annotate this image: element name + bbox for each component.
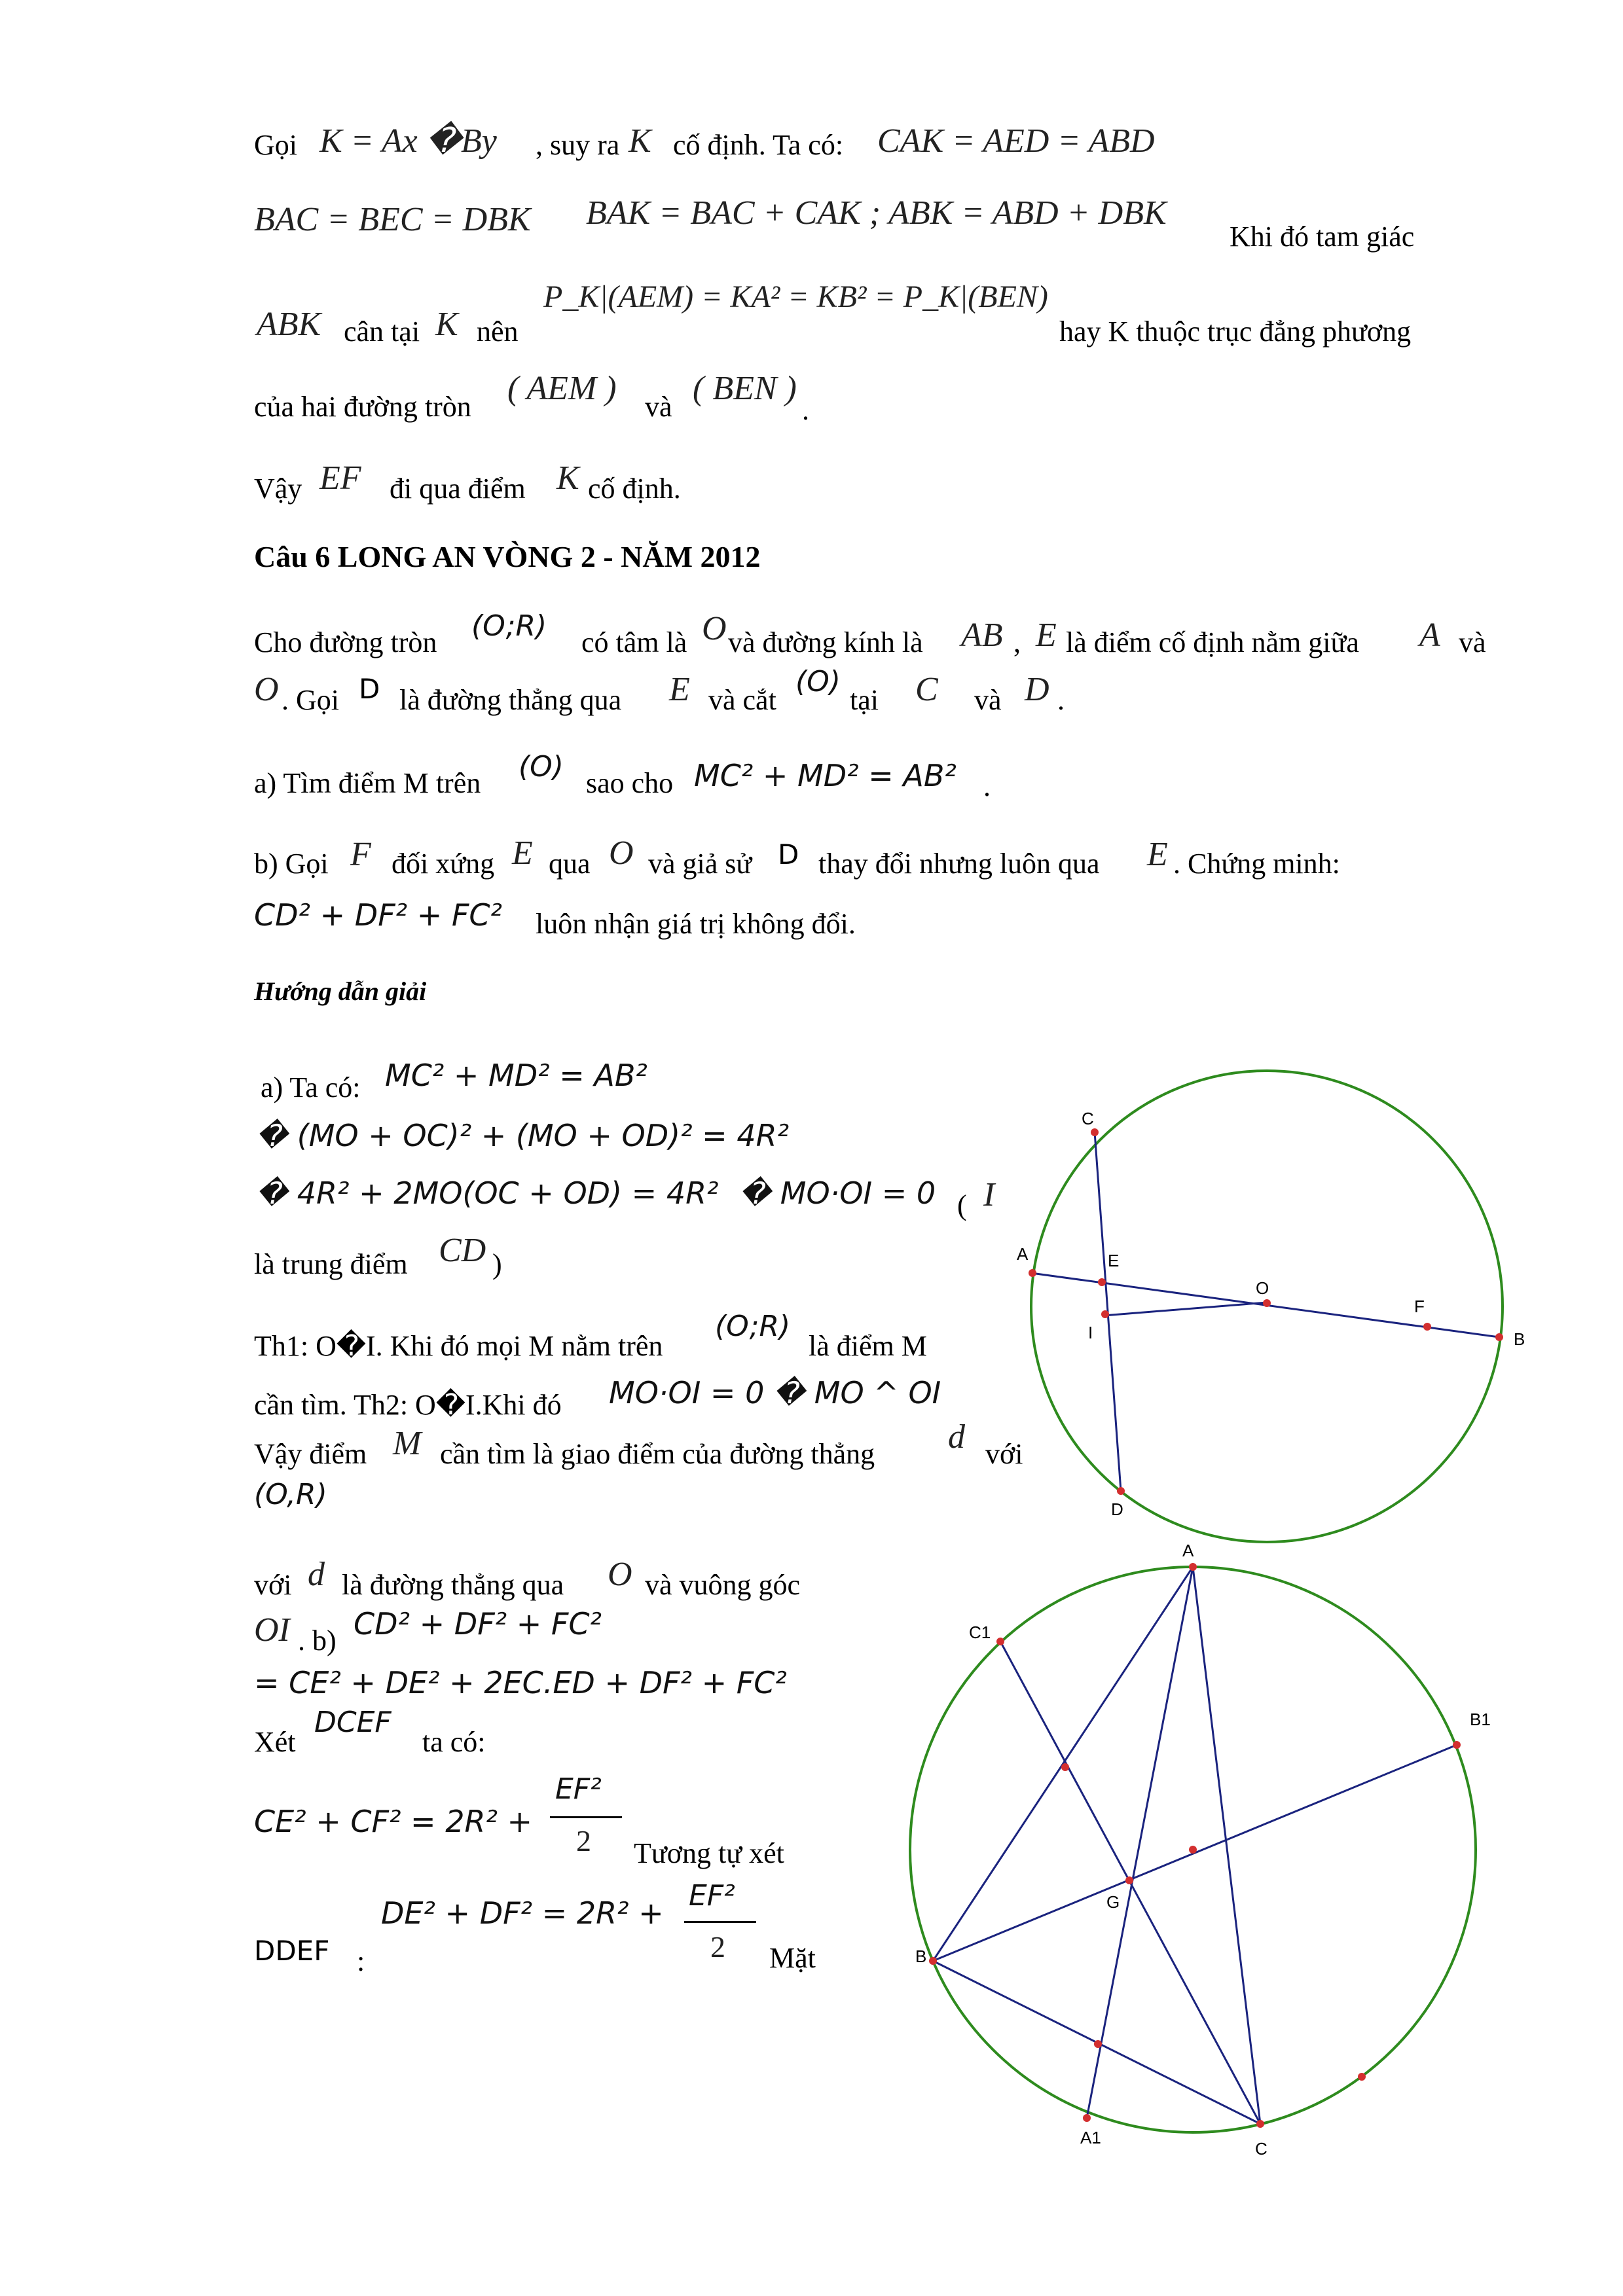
text-comma: , [1013,626,1021,658]
fig2-label-b: B [915,1946,927,1966]
text-can-tai: cân tại [344,315,420,348]
fig2-label-g: G [1106,1892,1120,1912]
fig1-label-i: I [1088,1323,1093,1342]
math-e-4: E [1147,836,1168,873]
text-suy-ra: , suy ra [536,129,620,161]
fig2-point-x [1358,2073,1366,2081]
text-va: và [645,391,672,423]
text-co-dinh-end: cố định. [588,473,681,505]
text-chung-minh: . Chứng minh: [1173,848,1340,880]
math-two: 2 [576,1824,591,1857]
math-ef-num: EF² [555,1772,602,1806]
math-tri-cef: DCEF [314,1706,392,1739]
text-goi-2: . Gọi [282,684,339,716]
guide-heading: Hướng dẫn giải [254,977,427,1006]
math-ben: ( BEN ) [693,370,797,407]
text-colon: : [357,1945,365,1977]
text-duong-kinh: và đường kính là [728,626,923,658]
fig2-label-c1: C1 [969,1623,991,1642]
text-co-tam-la: có tâm là [581,626,687,658]
math-th2: MO·OI = 0 � MO ^ OI [609,1375,941,1410]
text-th2: cần tìm. Th2: O�I.Khi đó [254,1389,562,1421]
fig2-point-b [929,1957,937,1965]
fig2-point-a [1189,1563,1197,1571]
math-d-2: d [308,1556,325,1593]
math-f: F [350,836,371,873]
fig1-label-o: O [1256,1278,1269,1298]
text-dot-3: . [983,770,991,802]
text-voi-2: với [254,1569,292,1601]
text-dot-2: . [1057,684,1065,716]
text-vay: Vậy [254,473,302,505]
text-ta-co: a) Ta có: [261,1071,361,1103]
math-sol-a1: MC² + MD² = AB² [385,1058,647,1093]
text-mat: Mặt [769,1942,816,1974]
text-doi-xung: đối xứng [392,848,495,880]
text-diem-co-dinh: là điểm cố định nằm giữa [1066,626,1359,658]
text-va-cat: và cắt [708,684,776,716]
text-ta-co-2: ta có: [422,1726,486,1758]
math-m: M [393,1425,422,1462]
text-dot: . [802,394,809,426]
math-eq-a: MC² + MD² = AB² [694,758,957,793]
math-k-2: K [435,306,458,343]
text-th1: Th1: O�I. Khi đó mọi M nằm trên [254,1330,663,1362]
text-b-label: . b) [298,1624,337,1657]
text-nen: nên [477,315,519,348]
section-heading: Câu 6 LONG AN VÒNG 2 - NĂM 2012 [254,540,761,573]
fig2-point-c1 [996,1638,1004,1645]
text-va-2: và [1459,626,1486,658]
math-i: I [983,1176,995,1213]
fig2-label-b1: B1 [1470,1710,1491,1729]
math-ab: AB [961,617,1003,654]
fig1-label-c: C [1082,1109,1094,1128]
fig1-label-d: D [1111,1499,1123,1519]
math-tri-def: DDEF [254,1935,330,1967]
fig2-point-m [1094,2040,1102,2048]
text-la-diem-m: là điểm M [809,1330,927,1362]
math-k: K [629,122,651,160]
math-aem: ( AEM ) [507,370,617,407]
math-sol-a2: � (MO + OC)² + (MO + OD)² = 4R² [257,1118,790,1153]
math-o-4: O [608,1556,632,1593]
text-la-trung-diem: là trung điểm [254,1248,408,1280]
math-o-2: O [254,671,279,708]
text-duong-thang-qua-o: là đường thẳng qua [342,1569,564,1601]
text-hai-duong-tron: của hai đường tròn [254,391,471,423]
math-a: A [1419,617,1440,654]
text-va-3: và [974,684,1002,716]
math-e-2: E [669,671,690,708]
math-e: E [1036,617,1057,654]
math-ef-num-2: EF² [689,1879,735,1912]
fig2-point-b1 [1453,1741,1461,1749]
text-paren-close: ) [492,1248,502,1280]
math-o-circle: (O) [795,665,841,698]
math-d: D [1025,671,1049,708]
text-co-dinh: cố định. Ta có: [673,129,844,161]
math-delta-2: D [778,838,799,870]
fig2-label-a1: A1 [1080,2128,1101,2147]
text-vuong-goc: và vuông góc [645,1569,801,1601]
fig2-line-ac [1193,1567,1260,2124]
math-o-3: O [609,834,634,872]
math-angles-2: BAC = BEC = DBK [254,201,531,238]
fig1-label-b: B [1514,1329,1525,1349]
math-c: C [915,671,938,708]
math-de-df: DE² + DF² = 2R² + [381,1895,664,1931]
math-o: O [702,610,727,647]
math-sol-b1: CD² + DF² + FC² [354,1606,602,1641]
fig1-label-f: F [1414,1297,1425,1316]
math-angles-3: BAK = BAC + CAK ; ABK = ABD + DBK [586,194,1167,232]
fig2-point-center [1189,1846,1197,1854]
math-ce-cf: CE² + CF² = 2R² + [254,1804,533,1839]
fig2-label-c: C [1255,2139,1267,2159]
text-part-b: b) Gọi [254,848,329,880]
fig1-label-e: E [1108,1251,1120,1270]
math-sol-b2: = CE² + DE² + 2EC.ED + DF² + FC² [254,1665,787,1700]
text-khong-doi: luôn nhận giá trị không đổi. [536,908,856,940]
text-tai: tại [850,684,879,716]
text-goi: Gọi [254,129,297,161]
fig2-point-c [1256,2120,1264,2128]
fig2-line-aa1 [1087,1567,1193,2118]
math-d-line: d [948,1418,965,1456]
text-part-a: a) Tìm điểm M trên [254,767,481,799]
fig2-point-h [1061,1763,1069,1771]
math-sol-a3b: � MO·OI = 0 [740,1175,936,1211]
fig2-point-g [1125,1876,1133,1884]
math-o-circle-2: (O) [519,750,564,783]
text-gia-su: và giả sử [648,848,752,880]
math-e-3: E [512,834,533,872]
fig2-point-a1 [1083,2114,1091,2122]
math-sol-a3: � 4R² + 2MO(OC + OD) = 4R² [257,1175,719,1211]
math-angles-1: CAK = AED = ABD [877,122,1155,160]
text-qua: qua [549,848,591,880]
math-cd: CD [439,1232,486,1269]
math-o-r-3: (O,R) [254,1478,327,1511]
math-abk: ABK [257,306,321,343]
text-truc-dang-phuong: hay K thuộc trục đẳng phương [1059,315,1412,348]
text-thay-doi: thay đổi nhưng luôn qua [818,848,1100,880]
math-ef: EF [319,459,361,497]
math-power: P_K|(AEM) = KA² = KB² = P_K|(BEN) [543,279,1048,314]
math-two-2: 2 [710,1930,725,1964]
fig1-label-a: A [1017,1244,1029,1264]
fig2-label-a: A [1182,1541,1194,1560]
math-k-definition: K = Ax �By [319,122,497,160]
math-o-r: (O;R) [471,609,547,643]
math-eq-b: CD² + DF² + FC² [254,897,502,933]
text-giao-diem: cần tìm là giao điểm của đường thẳng [440,1438,875,1470]
text-tuong-tu: Tương tự xét [634,1837,784,1869]
text-xet: Xét [254,1726,296,1758]
text-vay-diem: Vậy điểm [254,1438,367,1470]
text-sao-cho: sao cho [586,767,674,799]
math-o-r-2: (O;R) [715,1310,791,1343]
text-khi-do: Khi đó tam giác [1230,221,1415,253]
math-k-3: K [556,459,579,497]
text-paren: ( [957,1189,967,1221]
math-delta: D [359,673,380,705]
text-cho-duong-tron: Cho đường tròn [254,626,437,658]
text-duong-thang-qua: là đường thẳng qua [399,684,622,716]
math-oi: OI [254,1611,290,1649]
text-di-qua-diem: đi qua điểm [390,473,526,505]
text-voi: với [985,1438,1023,1470]
